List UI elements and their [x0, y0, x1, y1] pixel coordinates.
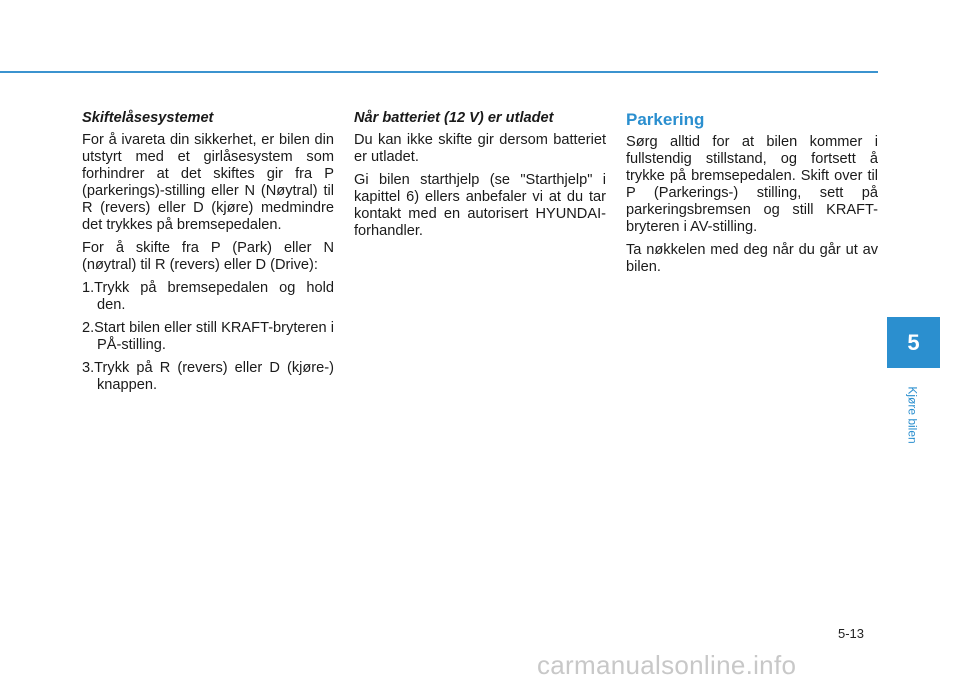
chapter-label [900, 365, 926, 465]
heading-battery: Når batteriet (12 V) er utladet [354, 110, 554, 126]
chapter-number-badge: 5 [887, 317, 940, 368]
paragraph: Sørg alltid for at bilen kommer i fullstendig stillstand, og fortsett å trykke på bremsepedalen. Skift over til P (Parkerings-) stilling, sett på parkeringsbremsen og still KRAFT-bryteren i AV-stilling. [626, 134, 878, 235]
watermark: carmanualsonline.info [537, 650, 797, 680]
paragraph: Ta nøkkelen med deg når du går ut av bilen. [626, 242, 878, 275]
heading-parking: Parkering [626, 110, 705, 129]
column-parking [626, 108, 878, 282]
steps-list [82, 280, 334, 394]
chapter-label-text: Kjøre bilen [906, 386, 921, 444]
heading-shift-lock: Skiftelåsesystemet [82, 110, 214, 126]
paragraph: Gi bilen starthjelp (se "Starthjelp" i kapittel 6) ellers anbefaler vi at du tar kontakt med en autorisert HYUNDAI-forhandler. [354, 172, 606, 239]
list-item: 1.Trykk på bremsepedalen og hold den. [82, 280, 334, 313]
paragraph: Du kan ikke skifte gir dersom batteriet er utladet. [354, 132, 606, 165]
page-number: 5-13 [838, 626, 865, 641]
paragraph: For å skifte fra P (Park) eller N (nøytral) til R (revers) eller D (Drive): [82, 240, 334, 273]
paragraph: For å ivareta din sikkerhet, er bilen din utstyrt med et girlåsesystem som forhindrer at det skiftes gir fra P (parkerings)-stilling eller N (Nøytral) til R (revers) eller D (kjøre) medmindre det trykkes på bremsepedalen. [82, 132, 334, 233]
column-battery [354, 108, 606, 246]
header-rule [0, 71, 878, 73]
list-item: 2.Start bilen eller still KRAFT-bryteren i PÅ-stilling. [82, 320, 334, 353]
list-item: 3.Trykk på R (revers) eller D (kjøre-) knappen. [82, 360, 334, 393]
column-shift-lock [82, 108, 334, 400]
